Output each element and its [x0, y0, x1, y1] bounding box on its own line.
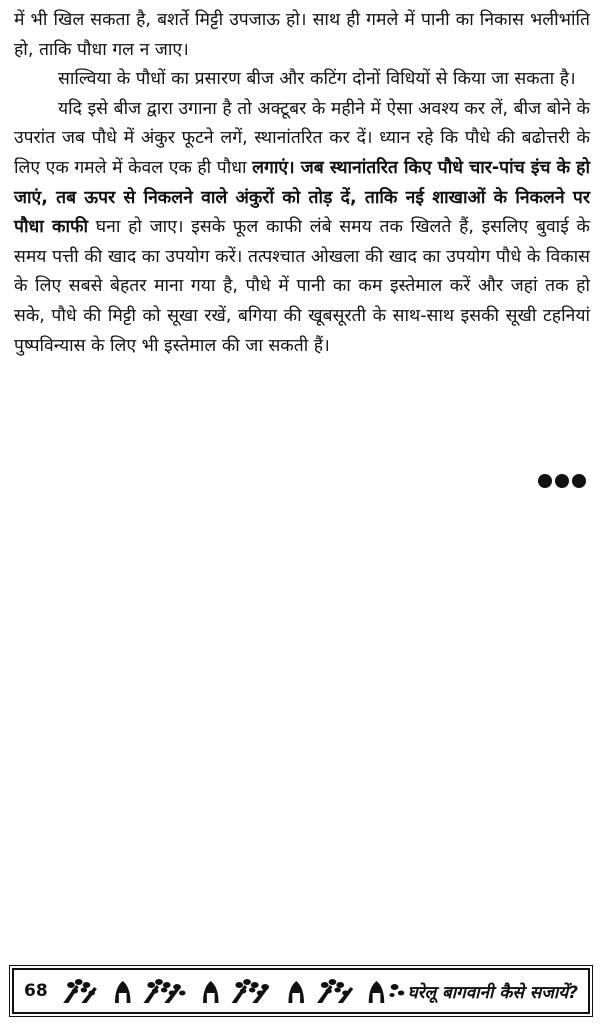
body-text — [14, 6, 590, 361]
paragraph-3-text-a: यदि इसे बीज द्वारा उगाना है तो अक्टूबर के महीने में ऐसा अवश्य कर लें, बीज बोने के उपरांत जब पौधे में अंकुर फूटने लगें, स्थानांतरित कर दें। ध्यान रहे कि पौधे की बढोत्तरी के लिए एक गमले में केवल एक ही पौधा — [14, 98, 590, 178]
paragraph-1 — [14, 6, 590, 65]
end-dot-icon — [572, 474, 586, 488]
section-end-marks — [538, 474, 586, 488]
paragraph-2 — [14, 65, 590, 95]
paragraph-3-text-b: घना हो जाए। इसके फूल काफी लंबे समय तक खिलते हैं, इसलिए बुवाई के समय पत्ती की खाद का उपयोग करें। तत्पश्चात ओखला की खाद का उपयोग पौधे के विकास के लिए सबसे बेहतर माना गया है, पौधे में पानी का कम इस्तेमाल करें और जहां तक हो सके, पौधे की मिट्टी को सूखा रखें, बगिया की खूबसूरती के साथ-साथ इसकी सूखी टहनियां पुष्पविन्यास के लिए भी इस्तेमाल की जा सकती हैं। — [14, 217, 590, 356]
page-footer — [12, 968, 590, 1014]
paragraph-3 — [14, 95, 590, 361]
end-dot-icon — [555, 474, 569, 488]
page-number: 68 — [24, 981, 48, 1001]
paragraph-3-bold-text: लगाएं। जब स्थानांतरित किए पौधे चार-पांच इंच के हो जाएं, तब ऊपर से निकलने वाले अंकुरों को तोड़ दें, ताकि नई शाखाओं के निकलने पर पौधा काफी — [14, 157, 590, 238]
paragraph-2-text: साल्विया के पौधों का प्रसारण बीज और कटिंग दोनों विधियों से किया जा सकता है। — [58, 69, 576, 90]
book-title: घरेलू बागवानी कैसे सजायें? — [407, 982, 578, 1003]
paragraph-1-text: में भी खिल सकता है, बशर्ते मिट्टी उपजाऊ हो। साथ ही गमले में पानी का निकास भलीभांति हो, ताकि पौधा गल न जाए। — [14, 10, 590, 60]
end-dot-icon — [538, 474, 552, 488]
floral-ornament-icon — [58, 973, 408, 1009]
